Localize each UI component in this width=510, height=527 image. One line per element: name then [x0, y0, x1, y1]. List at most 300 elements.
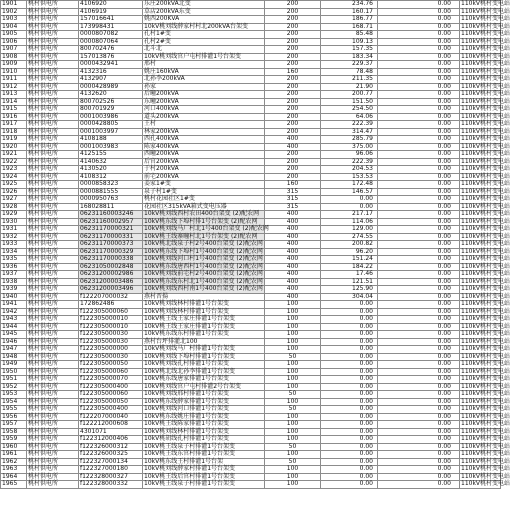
zero-value-cell[interactable]: 0.00	[378, 301, 460, 309]
substation-cell[interactable]: 110kV桃村变电站	[461, 202, 510, 210]
code-cell[interactable]: f122305000400	[79, 383, 143, 391]
substation-cell[interactable]: 110kV桃村变电站	[461, 420, 510, 428]
zero-value-cell[interactable]: 0.00	[378, 421, 460, 429]
zero-value-cell[interactable]: 0.00	[378, 473, 460, 481]
value-cell[interactable]: 121.51	[321, 278, 378, 286]
capacity-cell[interactable]: 50	[265, 443, 321, 451]
value-cell[interactable]: 172.48	[321, 181, 378, 189]
zero-value-cell[interactable]: 0.00	[378, 406, 460, 414]
description-cell[interactable]: 孔村2#变	[143, 38, 265, 46]
row-number-cell[interactable]: 1908	[1, 53, 27, 61]
description-cell[interactable]: 前宅200kVA	[143, 173, 265, 181]
row-number-cell[interactable]: 1912	[1, 83, 27, 91]
row-number-cell[interactable]: 1916	[1, 113, 27, 121]
row-number-cell[interactable]: 1962	[1, 458, 27, 466]
value-cell[interactable]: 153.53	[321, 173, 378, 181]
description-cell[interactable]: 10kV桃刘线官户屯村排灌1号台架变	[143, 53, 265, 61]
zero-value-cell[interactable]: 0.00	[378, 226, 460, 234]
code-cell[interactable]: 0000432941	[79, 61, 143, 69]
description-cell[interactable]: 10kV桃王线泉子村排灌1号台架变	[143, 481, 265, 489]
row-number-cell[interactable]: 1901	[1, 1, 27, 9]
description-cell[interactable]: 10kV桃东线下埠村1号400台架变 (2)配农网	[144, 247, 263, 255]
value-cell[interactable]: 0.00	[321, 308, 378, 316]
capacity-cell[interactable]: 400	[265, 256, 321, 264]
org-cell[interactable]: 桃村供电所	[27, 428, 79, 436]
substation-cell[interactable]: 110kV桃村变电站	[461, 450, 510, 458]
value-cell[interactable]: 168.71	[321, 23, 378, 31]
value-cell[interactable]: 0.00	[321, 458, 378, 466]
description-cell[interactable]: 10kV桃刘线林村排灌1号台架变	[143, 308, 265, 316]
zero-value-cell[interactable]: 0.00	[378, 451, 460, 459]
zero-value-cell[interactable]: 0.00	[378, 481, 460, 489]
description-cell[interactable]: 于村200kVA	[143, 166, 265, 174]
description-cell[interactable]: 10kV桃刘线邢村排灌1号台架变	[143, 391, 265, 399]
description-cell[interactable]: 林家200kVA	[143, 128, 265, 136]
substation-cell[interactable]: 110kV桃村变电站	[461, 90, 510, 98]
code-cell[interactable]: 4301071	[79, 428, 143, 436]
value-cell[interactable]: 0.00	[321, 473, 378, 481]
capacity-cell[interactable]: 400	[265, 263, 321, 271]
org-cell[interactable]: 桃村供电所	[27, 158, 79, 166]
description-cell[interactable]: 10kV桃刘线官户屯村排灌2号台架变	[143, 383, 265, 391]
substation-cell[interactable]: 110kV桃村变电站	[461, 382, 510, 390]
substation-cell[interactable]: 110kV桃村变电站	[461, 157, 510, 165]
org-cell[interactable]: 桃村供电所	[27, 196, 79, 204]
code-cell[interactable]: 06231170000321	[79, 226, 143, 234]
value-cell[interactable]: 314.47	[321, 128, 378, 136]
org-cell[interactable]: 桃村供电所	[27, 98, 79, 106]
code-cell[interactable]: 06231160002957	[79, 218, 143, 226]
value-cell[interactable]: 217.17	[321, 211, 378, 219]
row-number-cell[interactable]: 1924	[1, 173, 27, 181]
code-cell[interactable]: f122212000608	[79, 421, 143, 429]
row-number-cell[interactable]: 1905	[1, 31, 27, 39]
code-cell[interactable]: 157013876	[79, 53, 143, 61]
capacity-cell[interactable]: 100	[265, 466, 321, 474]
value-cell[interactable]: 0.00	[321, 413, 378, 421]
substation-cell[interactable]: 110kV桃村变电站	[461, 270, 510, 278]
row-number-cell[interactable]: 1950	[1, 368, 27, 376]
org-cell[interactable]: 桃村供电所	[27, 218, 79, 226]
capacity-cell[interactable]: 200	[265, 113, 321, 121]
capacity-cell[interactable]: 100	[265, 323, 321, 331]
value-cell[interactable]: 0.00	[321, 346, 378, 354]
capacity-cell[interactable]: 400	[265, 226, 321, 234]
description-cell[interactable]: 10kV桃东线薛家排灌1号台架变	[143, 398, 265, 406]
description-cell[interactable]: 10kV桃王线后官村排灌1号台架变	[143, 473, 265, 481]
capacity-cell[interactable]: 200	[265, 8, 321, 16]
description-cell[interactable]: 姚西200KVA	[143, 16, 265, 24]
zero-value-cell[interactable]: 0.00	[378, 8, 460, 16]
org-cell[interactable]: 桃村供电所	[27, 376, 79, 384]
zero-value-cell[interactable]: 0.00	[378, 436, 460, 444]
org-cell[interactable]: 桃村供电所	[27, 106, 79, 114]
capacity-cell[interactable]: 400	[265, 271, 321, 279]
description-cell[interactable]: 10kV桃王线泉子村排灌1号台架变	[143, 443, 265, 451]
description-cell[interactable]: 西孔400kVA	[143, 136, 265, 144]
substation-cell[interactable]: 110kV桃村变电站	[461, 135, 510, 143]
row-number-cell[interactable]: 1920	[1, 143, 27, 151]
code-cell[interactable]: f122326000312	[79, 443, 143, 451]
zero-value-cell[interactable]: 0.00	[378, 368, 460, 376]
org-cell[interactable]: 桃村供电所	[27, 203, 79, 211]
substation-cell[interactable]: 110kV桃村变电站	[461, 217, 510, 225]
description-cell[interactable]: 10kV桃刘线西村农田400台架变 (2)配农网	[143, 211, 265, 219]
capacity-cell[interactable]: 400	[265, 293, 321, 301]
org-cell[interactable]: 桃村供电所	[27, 31, 79, 39]
capacity-cell[interactable]: 200	[265, 61, 321, 69]
zero-value-cell[interactable]: 0.00	[378, 293, 460, 301]
substation-cell[interactable]: 110kV桃村变电站	[461, 390, 510, 398]
code-cell[interactable]: f122305000050	[79, 398, 143, 406]
org-cell[interactable]: 桃村供电所	[27, 143, 79, 151]
row-number-cell[interactable]: 1958	[1, 428, 27, 436]
substation-cell[interactable]: 110kV桃村变电站	[461, 352, 510, 360]
zero-value-cell[interactable]: 0.00	[378, 61, 460, 69]
description-cell[interactable]: 10kV桃东线下埠村排1号台架变 (2)配农网	[143, 218, 265, 226]
substation-cell[interactable]: 110kV桃村变电站	[461, 97, 510, 105]
value-cell[interactable]: 0.00	[321, 406, 378, 414]
code-cell[interactable]: 0000858323	[79, 181, 143, 189]
description-cell[interactable]: 北斗北	[143, 46, 265, 54]
description-cell[interactable]: 花园社区315kVA箱式变电压器	[143, 203, 265, 211]
org-cell[interactable]: 桃村供电所	[27, 121, 79, 129]
value-cell[interactable]: 183.34	[321, 53, 378, 61]
value-cell[interactable]: 0.00	[321, 203, 378, 211]
row-number-cell[interactable]: 1946	[1, 338, 27, 346]
code-cell[interactable]: 06231170000331	[79, 233, 143, 241]
description-cell[interactable]: 10kV桃刘线河口村1号400台架变 (2)配农网	[144, 255, 263, 263]
row-number-cell[interactable]: 1964	[1, 473, 27, 481]
code-cell[interactable]: 0000428989	[79, 83, 143, 91]
capacity-cell[interactable]: 50	[265, 406, 321, 414]
capacity-cell[interactable]: 100	[265, 481, 321, 489]
zero-value-cell[interactable]: 0.00	[378, 158, 460, 166]
description-cell[interactable]: 10kV桃胡线孔村排灌1号台架变	[143, 436, 265, 444]
substation-cell[interactable]: 110kV桃村变电站	[461, 52, 510, 60]
zero-value-cell[interactable]: 0.00	[378, 98, 460, 106]
value-cell[interactable]: 17.46	[321, 271, 378, 279]
substation-cell[interactable]: 110kV桃村变电站	[461, 405, 510, 413]
zero-value-cell[interactable]: 0.00	[378, 31, 460, 39]
substation-cell[interactable]: 110kV桃村变电站	[461, 127, 510, 135]
code-cell[interactable]: 4132620	[79, 91, 143, 99]
zero-value-cell[interactable]: 0.00	[378, 233, 460, 241]
row-number-cell[interactable]: 1940	[1, 293, 27, 301]
row-number-cell[interactable]: 1947	[1, 346, 27, 354]
zero-value-cell[interactable]: 0.00	[378, 428, 460, 436]
org-cell[interactable]: 桃村供电所	[27, 8, 79, 16]
row-number-cell[interactable]: 1910	[1, 68, 27, 76]
code-cell[interactable]: 0001003983	[79, 143, 143, 151]
row-number-cell[interactable]: 1965	[1, 481, 27, 489]
zero-value-cell[interactable]: 0.00	[378, 376, 460, 384]
description-cell[interactable]: 10kV桃刘线孔村排灌1号台架变	[143, 361, 265, 369]
row-number-cell[interactable]: 1957	[1, 421, 27, 429]
value-cell[interactable]: 285.79	[321, 136, 378, 144]
org-cell[interactable]: 桃村供电所	[27, 173, 79, 181]
capacity-cell[interactable]: 200	[265, 121, 321, 129]
description-cell[interactable]: 10kV桃东线东村排灌1号台架变	[143, 331, 265, 339]
zero-value-cell[interactable]: 0.00	[378, 286, 460, 294]
org-cell[interactable]: 桃村供电所	[27, 458, 79, 466]
row-number-cell[interactable]: 1915	[1, 106, 27, 114]
zero-value-cell[interactable]: 0.00	[378, 113, 460, 121]
description-cell[interactable]: 邢村	[143, 61, 265, 69]
zero-value-cell[interactable]: 0.00	[378, 68, 460, 76]
row-number-cell[interactable]: 1902	[1, 8, 27, 16]
org-cell[interactable]: 桃村供电所	[27, 316, 79, 324]
org-cell[interactable]: 桃村供电所	[27, 91, 79, 99]
zero-value-cell[interactable]: 0.00	[378, 316, 460, 324]
description-cell[interactable]: 草店200kVA东变	[143, 8, 265, 16]
org-cell[interactable]: 桃村供电所	[27, 413, 79, 421]
org-cell[interactable]: 桃村供电所	[27, 226, 79, 234]
value-cell[interactable]: 85.48	[321, 31, 378, 39]
code-cell[interactable]: 157016641	[79, 16, 143, 24]
zero-value-cell[interactable]: 0.00	[378, 23, 460, 31]
row-number-cell[interactable]: 1937	[1, 271, 27, 279]
zero-value-cell[interactable]: 0.00	[378, 391, 460, 399]
capacity-cell[interactable]: 400	[265, 233, 321, 241]
value-cell[interactable]: 109.13	[321, 38, 378, 46]
value-cell[interactable]: 0.00	[321, 428, 378, 436]
value-cell[interactable]: 114.06	[321, 218, 378, 226]
value-cell[interactable]: 0.00	[321, 338, 378, 346]
zero-value-cell[interactable]: 0.00	[378, 248, 460, 256]
zero-value-cell[interactable]: 0.00	[378, 106, 460, 114]
org-cell[interactable]: 桃村供电所	[27, 76, 79, 84]
substation-cell[interactable]: 110kV桃村变电站	[461, 367, 510, 375]
org-cell[interactable]: 桃村供电所	[27, 256, 79, 264]
value-cell[interactable]: 78.48	[321, 68, 378, 76]
code-cell[interactable]: 4108188	[79, 136, 143, 144]
substation-cell[interactable]: 110kV桃村变电站	[461, 67, 510, 75]
value-cell[interactable]: 0.00	[321, 376, 378, 384]
capacity-cell[interactable]: 400	[265, 248, 321, 256]
value-cell[interactable]: 0.00	[321, 323, 378, 331]
org-cell[interactable]: 桃村供电所	[27, 278, 79, 286]
org-cell[interactable]: 桃村供电所	[27, 286, 79, 294]
description-cell[interactable]: 10kV桃王线寨疃村北1号台架变 (2)配农网	[143, 233, 265, 241]
zero-value-cell[interactable]: 0.00	[378, 218, 460, 226]
substation-cell[interactable]: 110kV桃村变电站	[461, 397, 510, 405]
substation-cell[interactable]: 110kV桃村变电站	[461, 37, 510, 45]
capacity-cell[interactable]: 200	[265, 1, 321, 9]
code-cell[interactable]: f122305000400	[79, 406, 143, 414]
capacity-cell[interactable]: 100	[265, 361, 321, 369]
substation-cell[interactable]: 110kV桃村变电站	[461, 480, 510, 488]
substation-cell[interactable]: 110kV桃村变电站	[461, 7, 510, 15]
row-number-cell[interactable]: 1960	[1, 443, 27, 451]
org-cell[interactable]: 桃村供电所	[27, 53, 79, 61]
substation-cell[interactable]: 110kV桃村变电站	[461, 285, 510, 293]
zero-value-cell[interactable]: 0.00	[378, 338, 460, 346]
description-cell[interactable]: 10kV桃刘线马厂村排灌1号台架变	[143, 346, 265, 354]
value-cell[interactable]: 0.00	[321, 196, 378, 204]
code-cell[interactable]: f122305000060	[79, 368, 143, 376]
description-cell[interactable]: 道头200kVA	[143, 113, 265, 121]
capacity-cell[interactable]: 200	[265, 106, 321, 114]
org-cell[interactable]: 桃村供电所	[27, 451, 79, 459]
capacity-cell[interactable]: 200	[265, 76, 321, 84]
code-cell[interactable]: 800701929	[79, 106, 143, 114]
zero-value-cell[interactable]: 0.00	[378, 346, 460, 354]
zero-value-cell[interactable]: 0.00	[378, 203, 460, 211]
org-cell[interactable]: 桃村供电所	[27, 338, 79, 346]
zero-value-cell[interactable]: 0.00	[378, 308, 460, 316]
capacity-cell[interactable]: 50	[265, 391, 321, 399]
code-cell[interactable]: 0000881555	[79, 188, 143, 196]
value-cell[interactable]: 151.24	[321, 256, 378, 264]
row-number-cell[interactable]: 1907	[1, 46, 27, 54]
zero-value-cell[interactable]: 0.00	[378, 16, 460, 24]
code-cell[interactable]: 06231170000329	[79, 248, 143, 256]
zero-value-cell[interactable]: 0.00	[378, 278, 460, 286]
value-cell[interactable]: 274.55	[321, 233, 378, 241]
row-number-cell[interactable]: 1929	[1, 211, 27, 219]
description-cell[interactable]: 10kV桃东线唐家排灌1号台架变	[143, 376, 265, 384]
description-cell[interactable]: 10kV桃王线东官村排灌1号台架变	[143, 451, 265, 459]
row-number-cell[interactable]: 1944	[1, 323, 27, 331]
substation-cell[interactable]: 110kV桃村变电站	[461, 22, 510, 30]
code-cell[interactable]: f122305000030	[79, 353, 143, 361]
code-cell[interactable]: 0000428805	[79, 121, 143, 129]
value-cell[interactable]: 96.20	[321, 248, 378, 256]
zero-value-cell[interactable]: 0.00	[378, 173, 460, 181]
substation-cell[interactable]: 110kV桃村变电站	[461, 30, 510, 38]
zero-value-cell[interactable]: 0.00	[378, 331, 460, 339]
org-cell[interactable]: 桃村供电所	[27, 241, 79, 249]
capacity-cell[interactable]: 100	[265, 376, 321, 384]
description-cell[interactable]: 10kV桃东线唐西村1号400台架变 (2)配农网	[144, 262, 263, 270]
org-cell[interactable]: 桃村供电所	[27, 301, 79, 309]
org-cell[interactable]: 桃村供电所	[27, 323, 79, 331]
description-cell[interactable]: 10kV桃东线王村排灌1号台架	[143, 458, 265, 466]
value-cell[interactable]: 304.04	[321, 293, 378, 301]
zero-value-cell[interactable]: 0.00	[378, 46, 460, 54]
description-cell[interactable]: 10kV桃刘线下埠村排灌1号台架变	[143, 353, 265, 361]
capacity-cell[interactable]: 200	[265, 158, 321, 166]
org-cell[interactable]: 桃村供电所	[27, 166, 79, 174]
row-number-cell[interactable]: 1955	[1, 406, 27, 414]
org-cell[interactable]: 桃村供电所	[27, 16, 79, 24]
capacity-cell[interactable]: 50	[265, 458, 321, 466]
zero-value-cell[interactable]: 0.00	[378, 181, 460, 189]
row-number-cell[interactable]: 1930	[1, 218, 27, 226]
capacity-cell[interactable]: 400	[265, 218, 321, 226]
code-cell[interactable]: f122327000180	[79, 466, 143, 474]
org-cell[interactable]: 桃村供电所	[27, 361, 79, 369]
zero-value-cell[interactable]: 0.00	[378, 458, 460, 466]
code-cell[interactable]: 0000807064	[79, 38, 143, 46]
capacity-cell[interactable]: 400	[265, 286, 321, 294]
substation-cell[interactable]: 110kV桃村变电站	[461, 195, 510, 203]
capacity-cell[interactable]: 100	[265, 346, 321, 354]
org-cell[interactable]: 桃村供电所	[27, 61, 79, 69]
zero-value-cell[interactable]: 0.00	[378, 143, 460, 151]
row-number-cell[interactable]: 1938	[1, 278, 27, 286]
capacity-cell[interactable]: 400	[265, 136, 321, 144]
zero-value-cell[interactable]: 0.00	[378, 38, 460, 46]
value-cell[interactable]: 234.76	[321, 1, 378, 9]
code-cell[interactable]: 4125155	[79, 151, 143, 159]
capacity-cell[interactable]: 200	[265, 91, 321, 99]
value-cell[interactable]: 0.00	[321, 451, 378, 459]
capacity-cell[interactable]: 50	[265, 353, 321, 361]
description-cell[interactable]: 后疃200kVA	[143, 91, 265, 99]
value-cell[interactable]: 375.00	[321, 143, 378, 151]
value-cell[interactable]: 186.77	[321, 16, 378, 24]
zero-value-cell[interactable]: 0.00	[378, 398, 460, 406]
capacity-cell[interactable]: 315	[265, 188, 321, 196]
code-cell[interactable]: f122207000032	[79, 293, 143, 301]
substation-cell[interactable]: 110kV桃村变电站	[461, 262, 510, 270]
org-cell[interactable]: 桃村供电所	[27, 473, 79, 481]
row-number-cell[interactable]: 1923	[1, 166, 27, 174]
code-cell[interactable]: 4140632	[79, 158, 143, 166]
org-cell[interactable]: 桃村供电所	[27, 466, 79, 474]
capacity-cell[interactable]: 100	[265, 316, 321, 324]
description-cell[interactable]: 10kV桃刘线前宅村2号400台架变 (2)配农网	[144, 270, 263, 278]
substation-cell[interactable]: 110kV桃村变电站	[461, 150, 510, 158]
capacity-cell[interactable]: 200	[265, 23, 321, 31]
substation-cell[interactable]: 110kV桃村变电站	[461, 142, 510, 150]
value-cell[interactable]: 0.00	[321, 398, 378, 406]
substation-cell[interactable]: 110kV桃村变电站	[461, 472, 510, 480]
zero-value-cell[interactable]: 0.00	[378, 196, 460, 204]
capacity-cell[interactable]: 400	[265, 143, 321, 151]
row-number-cell[interactable]: 1928	[1, 203, 27, 211]
value-cell[interactable]: 157.35	[321, 46, 378, 54]
capacity-cell[interactable]: 200	[265, 128, 321, 136]
code-cell[interactable]: 06231050002848	[79, 263, 143, 271]
value-cell[interactable]: 211.35	[321, 76, 378, 84]
substation-cell[interactable]: 110kV桃村变电站	[461, 300, 510, 308]
org-cell[interactable]: 桃村供电所	[27, 151, 79, 159]
substation-cell[interactable]: 110kV桃村变电站	[461, 232, 510, 240]
zero-value-cell[interactable]: 0.00	[378, 263, 460, 271]
row-number-cell[interactable]: 1909	[1, 61, 27, 69]
capacity-cell[interactable]: 400	[265, 241, 321, 249]
zero-value-cell[interactable]: 0.00	[378, 466, 460, 474]
code-cell[interactable]: 173998431	[79, 23, 143, 31]
row-number-cell[interactable]: 1906	[1, 38, 27, 46]
description-cell[interactable]: 西疃200kVA	[143, 151, 265, 159]
row-number-cell[interactable]: 1952	[1, 383, 27, 391]
value-cell[interactable]: 151.50	[321, 98, 378, 106]
row-number-cell[interactable]: 1954	[1, 398, 27, 406]
row-number-cell[interactable]: 1935	[1, 256, 27, 264]
code-cell[interactable]: 4132316	[79, 68, 143, 76]
capacity-cell[interactable]: 200	[265, 83, 321, 91]
capacity-cell[interactable]: 200	[265, 53, 321, 61]
code-cell[interactable]: 168028811	[79, 203, 143, 211]
org-cell[interactable]: 桃村供电所	[27, 23, 79, 31]
capacity-cell[interactable]: 200	[265, 46, 321, 54]
org-cell[interactable]: 桃村供电所	[27, 136, 79, 144]
value-cell[interactable]: 0.00	[321, 421, 378, 429]
substation-cell[interactable]: 110kV桃村变电站	[461, 337, 510, 345]
row-number-cell[interactable]: 1941	[1, 301, 27, 309]
capacity-cell[interactable]: 315	[265, 203, 321, 211]
description-cell[interactable]: 10kV桃刘线马厂村北1号400台架变 (2)配农网	[144, 225, 269, 233]
substation-cell[interactable]: 110kV桃村变电站	[461, 307, 510, 315]
org-cell[interactable]: 桃村供电所	[27, 248, 79, 256]
capacity-cell[interactable]: 100	[265, 301, 321, 309]
zero-value-cell[interactable]: 0.00	[378, 361, 460, 369]
row-number-cell[interactable]: 1963	[1, 466, 27, 474]
